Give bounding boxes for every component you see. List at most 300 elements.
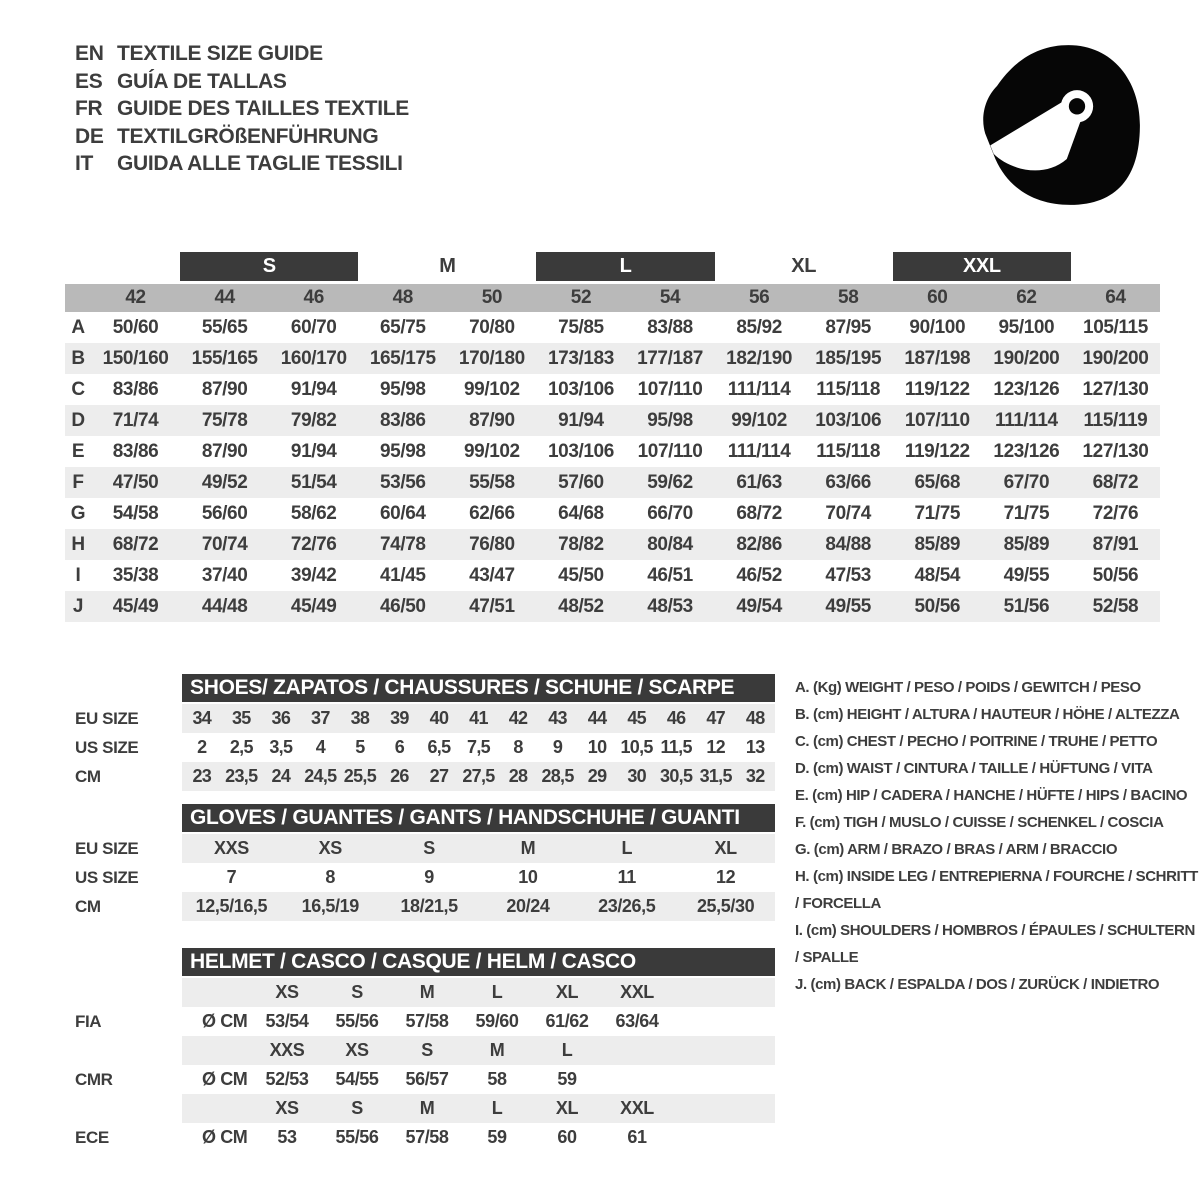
measure-value: 65/75 xyxy=(380,316,426,338)
measure-value: 83/86 xyxy=(112,440,159,462)
gloves-row-cm xyxy=(75,892,775,921)
shoes-rows xyxy=(75,704,775,791)
size-value: 40 xyxy=(429,708,449,728)
size-value: 29 xyxy=(587,766,607,786)
size-value: 48 xyxy=(745,708,765,728)
size-value: 24 xyxy=(271,766,291,786)
measure-row-e xyxy=(65,436,1160,467)
row-label: CM xyxy=(75,896,101,916)
measure-value: 155/165 xyxy=(191,347,258,369)
standard-label: CMR xyxy=(75,1069,113,1089)
measure-value: 95/98 xyxy=(647,409,693,431)
measure-value: 79/82 xyxy=(290,409,337,431)
helmet-size: L xyxy=(561,1040,573,1060)
measure-value: 56/60 xyxy=(201,502,248,524)
size-value: 13 xyxy=(745,737,765,757)
measure-value: 103/106 xyxy=(548,440,614,462)
size-value: 11,5 xyxy=(660,737,692,757)
size-header-spacer-end xyxy=(1071,252,1160,281)
row-label: US SIZE xyxy=(75,867,139,887)
gloves-section xyxy=(75,804,775,921)
size-value: 43 xyxy=(548,708,567,728)
size-value: 16,5/19 xyxy=(301,896,359,916)
row-letter: I xyxy=(75,564,81,586)
size-value: 25,5 xyxy=(343,766,376,786)
measure-value: 99/102 xyxy=(464,440,520,462)
helmet-value: 52/53 xyxy=(265,1069,309,1089)
size-value: 37 xyxy=(311,708,330,728)
apparel-size-table xyxy=(65,252,1160,622)
numeric-size: 64 xyxy=(1105,287,1126,308)
measure-row-a xyxy=(65,312,1160,343)
measure-value: 82/86 xyxy=(736,533,782,555)
measure-value: 91/94 xyxy=(558,409,604,431)
helmet-section xyxy=(75,948,775,1152)
size-value: 8 xyxy=(513,737,523,757)
measure-value: 62/66 xyxy=(469,502,515,524)
measure-value: 75/78 xyxy=(201,409,248,431)
helmet-sizes-row-cmr xyxy=(182,1036,775,1065)
measure-value: 60/64 xyxy=(380,502,426,524)
measure-value: 49/55 xyxy=(1003,564,1050,586)
helmet-size: XL xyxy=(555,982,579,1002)
page-title: GUIDE DES TAILLES TEXTILE xyxy=(117,97,409,120)
helmet-size: XXL xyxy=(620,982,654,1002)
size-value: 41 xyxy=(469,708,488,728)
measure-value: 51/54 xyxy=(290,471,337,493)
measure-value: 165/175 xyxy=(369,347,436,369)
helmet-value: 58 xyxy=(487,1069,507,1089)
lang-code: EN xyxy=(75,42,104,65)
row-letter: H xyxy=(71,533,85,555)
numeric-size: 44 xyxy=(214,287,235,308)
size-value: 6 xyxy=(394,737,405,757)
size-value: 35 xyxy=(231,708,251,728)
helmet-value: 60 xyxy=(557,1127,577,1147)
measure-row-j xyxy=(65,591,1160,622)
shoes-section-header: SHOES/ ZAPATOS / CHAUSSURES / SCHUHE / SCARPE xyxy=(182,674,775,702)
row-letter: B xyxy=(71,347,85,369)
size-value: 3,5 xyxy=(269,737,293,757)
helmet-sizes-row-ece xyxy=(182,1094,775,1123)
helmet-value: 53 xyxy=(277,1127,297,1147)
measure-value: 95/100 xyxy=(998,316,1055,338)
measure-value: 103/106 xyxy=(548,378,614,400)
measure-row-g xyxy=(65,498,1160,529)
size-value: 12 xyxy=(715,867,736,887)
helmet-size: XXS xyxy=(269,1040,305,1060)
measure-value: 123/126 xyxy=(993,378,1060,400)
measurement-legend xyxy=(795,674,1199,998)
size-value: 6,5 xyxy=(427,737,451,757)
size-value: 10 xyxy=(587,737,607,757)
measure-value: 185/195 xyxy=(815,347,882,369)
page-title: TEXTILE SIZE GUIDE xyxy=(117,42,323,65)
measure-value: 50/60 xyxy=(112,316,159,338)
size-value: XS xyxy=(318,838,342,858)
helmet-size: L xyxy=(491,1098,503,1118)
measure-value: 111/114 xyxy=(994,409,1058,431)
measure-value: 68/72 xyxy=(112,533,159,555)
numeric-size: 58 xyxy=(838,287,859,308)
measure-value: 75/85 xyxy=(558,316,604,338)
legend-item-c: C. (cm) CHEST / PECHO / POITRINE / TRUHE / PETTO xyxy=(795,733,1158,750)
row-label: US SIZE xyxy=(75,737,139,757)
shoes-row-eu-size xyxy=(75,704,775,733)
measure-value: 49/54 xyxy=(736,595,782,617)
size-value: 44 xyxy=(587,708,607,728)
legend-item-f: F. (cm) TIGH / MUSLO / CUISSE / SCHENKEL / COSCIA xyxy=(795,814,1164,831)
gloves-row-us-size xyxy=(75,863,775,892)
measure-value: 48/52 xyxy=(558,595,604,617)
measure-value: 70/74 xyxy=(825,502,871,524)
measure-value: 115/119 xyxy=(1083,409,1148,431)
measure-value: 115/118 xyxy=(816,378,881,400)
numeric-size: 62 xyxy=(1016,287,1037,308)
measure-row-h xyxy=(65,529,1160,560)
legend-item-e: E. (cm) HIP / CADERA / HANCHE / HÜFTE / HIPS / BACINO xyxy=(795,787,1188,804)
size-value: 4 xyxy=(315,737,326,757)
size-header-spacer xyxy=(65,252,180,281)
size-value: 2 xyxy=(197,737,207,757)
measure-value: 72/76 xyxy=(1092,502,1139,524)
helmet-value: 59/60 xyxy=(475,1011,519,1031)
size-value: 12 xyxy=(706,737,725,757)
legend-item-g: G. (cm) ARM / BRAZO / BRAS / ARM / BRACCIO xyxy=(795,841,1118,858)
measure-value: 170/180 xyxy=(458,347,525,369)
measure-value: 190/200 xyxy=(1082,347,1149,369)
measure-value: 65/68 xyxy=(914,471,961,493)
shoes-section xyxy=(75,674,775,791)
measure-value: 41/45 xyxy=(380,564,426,586)
measure-value: 87/95 xyxy=(825,316,871,338)
measure-value: 44/48 xyxy=(201,595,248,617)
helmet-size: XS xyxy=(345,1040,369,1060)
legend-item-d: D. (cm) WAIST / CINTURA / TAILLE / HÜFTUNG / VITA xyxy=(795,760,1153,777)
size-value: 27 xyxy=(429,766,449,786)
title-row-de xyxy=(75,123,409,151)
row-letter: D xyxy=(71,409,85,431)
page-title: GUÍA DE TALLAS xyxy=(117,69,287,93)
size-value: 32 xyxy=(745,766,765,786)
legend-item-i: I. (cm) SHOULDERS / HOMBROS / ÉPAULES / SCHULTERN / SPALLE xyxy=(795,922,1195,966)
size-value: 23/26,5 xyxy=(598,896,656,916)
measure-value: 37/40 xyxy=(201,564,248,586)
measure-value: 48/54 xyxy=(914,564,961,586)
measure-value: 53/56 xyxy=(380,471,426,493)
helmet-size: S xyxy=(421,1040,433,1060)
measure-value: 115/118 xyxy=(816,440,881,462)
helmet-values-row-fia xyxy=(75,1007,775,1036)
measure-value: 45/49 xyxy=(290,595,337,617)
measure-value: 48/53 xyxy=(647,595,693,617)
helmet-value: 57/58 xyxy=(405,1127,449,1147)
helmet-size: M xyxy=(419,982,435,1002)
helmet-value: 56/57 xyxy=(405,1069,449,1089)
diameter-unit: Ø CM xyxy=(202,1127,248,1147)
measure-row-d xyxy=(65,405,1160,436)
row-label: CM xyxy=(75,766,101,786)
measure-value: 47/50 xyxy=(112,471,159,493)
row-letter: E xyxy=(71,440,85,462)
measure-value: 177/187 xyxy=(637,347,703,369)
helmet-values-row-cmr xyxy=(75,1065,775,1094)
row-letter: F xyxy=(72,471,84,493)
numeric-size: 48 xyxy=(392,287,413,308)
helmet-size: S xyxy=(351,982,363,1002)
helmet-value: 61 xyxy=(627,1127,647,1147)
size-value: 38 xyxy=(350,708,370,728)
size-value: 30 xyxy=(627,766,646,786)
measure-value: 68/72 xyxy=(736,502,782,524)
measure-value: 111/114 xyxy=(727,440,791,462)
size-value: 20/24 xyxy=(506,896,550,916)
row-letter: G xyxy=(70,502,86,524)
size-group-m: M xyxy=(439,255,456,277)
measure-value: 50/56 xyxy=(1092,564,1139,586)
measure-value: 119/122 xyxy=(904,440,970,462)
row-letter: C xyxy=(71,378,85,400)
helmet-size: S xyxy=(351,1098,363,1118)
measure-value: 85/89 xyxy=(914,533,961,555)
measure-value: 87/91 xyxy=(1092,533,1139,555)
measure-value: 83/86 xyxy=(112,378,159,400)
size-value: 23 xyxy=(192,766,212,786)
measure-value: 45/49 xyxy=(112,595,159,617)
size-value: 31,5 xyxy=(699,766,732,786)
measure-value: 71/74 xyxy=(112,409,159,431)
size-value: 8 xyxy=(325,867,336,887)
size-value: 10,5 xyxy=(620,737,653,757)
measure-value: 105/115 xyxy=(1083,316,1148,338)
gloves-rows xyxy=(75,834,775,921)
measure-value: 190/200 xyxy=(993,347,1060,369)
title-block xyxy=(75,40,409,178)
lang-code: DE xyxy=(75,124,104,148)
measure-value: 54/58 xyxy=(112,502,159,524)
size-value: 30,5 xyxy=(660,766,693,786)
helmet-value: 59 xyxy=(557,1069,577,1089)
measure-value: 150/160 xyxy=(102,347,169,369)
size-value: 46 xyxy=(666,708,686,728)
measure-value: 119/122 xyxy=(904,378,970,400)
measure-value: 52/58 xyxy=(1092,595,1139,617)
size-value: 24,5 xyxy=(304,766,337,786)
measure-value: 95/98 xyxy=(380,378,426,400)
helmet-size: XS xyxy=(275,1098,299,1118)
measure-value: 84/88 xyxy=(825,533,871,555)
size-value: 36 xyxy=(271,708,291,728)
measure-value: 51/56 xyxy=(1003,595,1050,617)
size-group-xl: XL xyxy=(791,255,817,277)
helmet-rows xyxy=(75,978,775,1152)
diameter-unit: Ø CM xyxy=(202,1011,248,1031)
measure-value: 99/102 xyxy=(731,409,787,431)
helmet-value: 55/56 xyxy=(335,1011,379,1031)
measure-value: 76/80 xyxy=(469,533,515,555)
size-group-s: S xyxy=(180,252,358,281)
size-value: 9 xyxy=(424,867,434,887)
measure-value: 91/94 xyxy=(290,440,337,462)
measure-value: 95/98 xyxy=(380,440,426,462)
measure-row-b xyxy=(65,343,1160,374)
measure-value: 43/47 xyxy=(469,564,515,586)
measure-value: 68/72 xyxy=(1092,471,1139,493)
measure-value: 74/78 xyxy=(380,533,426,555)
measure-value: 87/90 xyxy=(201,378,248,400)
size-group-xxl: XXL xyxy=(893,252,1071,281)
size-value: 26 xyxy=(390,766,409,786)
size-value: 39 xyxy=(390,708,409,728)
numeric-size: 54 xyxy=(659,287,681,308)
helmet-size: XXL xyxy=(620,1098,654,1118)
title-row-fr xyxy=(75,95,409,123)
size-value: 45 xyxy=(627,708,646,728)
size-value: 34 xyxy=(192,708,212,728)
measure-value: 60/70 xyxy=(290,316,337,338)
lang-code: IT xyxy=(75,152,94,175)
measure-value: 35/38 xyxy=(112,564,159,586)
measure-value: 70/74 xyxy=(201,533,248,555)
helmet-section-header: HELMET / CASCO / CASQUE / HELM / CASCO xyxy=(182,948,775,976)
measure-value: 46/52 xyxy=(736,564,782,586)
size-value: 7,5 xyxy=(467,737,490,757)
measure-value: 103/106 xyxy=(815,409,882,431)
size-value: 5 xyxy=(355,737,365,757)
measure-value: 57/60 xyxy=(558,471,604,493)
measure-value: 83/86 xyxy=(380,409,426,431)
numeric-size: 42 xyxy=(125,287,146,308)
size-value: XL xyxy=(714,838,737,858)
measure-value: 63/66 xyxy=(825,471,871,493)
helmet-value: 54/55 xyxy=(335,1069,379,1089)
legend-item-j: J. (cm) BACK / ESPALDA / DOS / ZURÜCK / INDIETRO xyxy=(795,976,1160,993)
size-value: M xyxy=(520,838,536,858)
size-value: L xyxy=(621,838,633,858)
measure-value: 71/75 xyxy=(914,502,961,524)
measure-value: 71/75 xyxy=(1003,502,1050,524)
title-row-en xyxy=(75,40,409,68)
measure-value: 85/89 xyxy=(1003,533,1050,555)
size-group-row xyxy=(65,252,1160,281)
size-value: 11 xyxy=(617,867,636,887)
row-letter: A xyxy=(71,316,85,338)
measure-value: 173/183 xyxy=(548,347,614,369)
racing-helmet-icon xyxy=(975,38,1145,212)
measure-value: 47/53 xyxy=(825,564,871,586)
shoes-row-cm xyxy=(75,762,775,791)
size-value: XXS xyxy=(214,838,249,858)
measure-value: 61/63 xyxy=(736,471,782,493)
page-title: GUIDA ALLE TAGLIE TESSILI xyxy=(117,152,403,175)
legend-item-h: H. (cm) INSIDE LEG / ENTREPIERNA / FOURCHE / SCHRITT / FORCELLA xyxy=(795,868,1198,912)
measure-value: 107/110 xyxy=(637,440,703,462)
measure-row-i xyxy=(65,560,1160,591)
measure-value: 67/70 xyxy=(1003,471,1050,493)
measure-value: 127/130 xyxy=(1082,378,1149,400)
standard-label: ECE xyxy=(75,1127,109,1147)
helmet-value: 53/54 xyxy=(265,1011,309,1031)
size-value: 28 xyxy=(508,766,528,786)
measure-value: 187/198 xyxy=(904,347,971,369)
helmet-size: M xyxy=(419,1098,435,1118)
measure-value: 127/130 xyxy=(1082,440,1149,462)
measure-value: 70/80 xyxy=(469,316,515,338)
measure-value: 78/82 xyxy=(558,533,604,555)
size-value: 18/21,5 xyxy=(400,896,458,916)
size-value: 23,5 xyxy=(225,766,258,786)
diameter-unit: Ø CM xyxy=(202,1069,248,1089)
measure-value: 58/62 xyxy=(290,502,337,524)
row-label: EU SIZE xyxy=(75,708,139,728)
measure-row-c xyxy=(65,374,1160,405)
measure-value: 99/102 xyxy=(464,378,520,400)
helmet-values-row-ece xyxy=(75,1123,775,1152)
measure-value: 50/56 xyxy=(914,595,961,617)
measure-value: 39/42 xyxy=(290,564,337,586)
measure-value: 87/90 xyxy=(469,409,515,431)
measure-value: 107/110 xyxy=(637,378,703,400)
measure-value: 90/100 xyxy=(909,316,966,338)
legend-item-b: B. (cm) HEIGHT / ALTURA / HAUTEUR / HÖHE / ALTEZZA xyxy=(795,706,1180,723)
numeric-size: 52 xyxy=(570,287,592,308)
size-value: 42 xyxy=(508,708,528,728)
shoes-row-us-size xyxy=(75,733,775,762)
size-value: 2,5 xyxy=(229,737,253,757)
size-value: 7 xyxy=(226,867,237,887)
helmet-size: XL xyxy=(555,1098,579,1118)
helmet-value: 57/58 xyxy=(405,1011,449,1031)
size-value: 47 xyxy=(706,708,725,728)
measure-value: 83/88 xyxy=(647,316,693,338)
numeric-size: 56 xyxy=(748,287,770,308)
measure-value: 91/94 xyxy=(290,378,337,400)
row-letter: J xyxy=(72,595,84,617)
size-value: 9 xyxy=(552,737,563,757)
measure-value: 66/70 xyxy=(647,502,693,524)
measure-value: 107/110 xyxy=(904,409,970,431)
helmet-value: 55/56 xyxy=(335,1127,379,1147)
corner-spacer xyxy=(65,284,91,312)
measure-value: 59/62 xyxy=(647,471,693,493)
title-row-es xyxy=(75,68,409,96)
measure-value: 182/190 xyxy=(726,347,793,369)
title-row-it xyxy=(75,150,409,178)
page-title: TEXTILGRÖßENFÜHRUNG xyxy=(117,124,379,148)
helmet-sizes-row-fia xyxy=(182,978,775,1007)
helmet-value: 63/64 xyxy=(615,1011,659,1031)
helmet-value: 59 xyxy=(487,1127,507,1147)
measure-value: 47/51 xyxy=(469,595,515,617)
measure-value: 87/90 xyxy=(201,440,248,462)
measure-value: 46/51 xyxy=(647,564,693,586)
size-value: 10 xyxy=(518,867,538,887)
measure-value: 46/50 xyxy=(380,595,426,617)
measure-value: 64/68 xyxy=(558,502,604,524)
legend-item-a: A. (Kg) WEIGHT / PESO / POIDS / GEWITCH / PESO xyxy=(795,679,1141,696)
numeric-size: 46 xyxy=(303,287,324,308)
measure-value: 45/50 xyxy=(558,564,604,586)
size-value: 12,5/16,5 xyxy=(195,896,268,916)
size-value: 25,5/30 xyxy=(696,896,755,916)
helmet-value: 61/62 xyxy=(545,1011,589,1031)
numeric-size: 60 xyxy=(927,287,948,308)
measure-value: 123/126 xyxy=(993,440,1060,462)
helmet-size: XS xyxy=(275,982,299,1002)
measure-value: 49/55 xyxy=(825,595,871,617)
size-value: S xyxy=(423,838,435,858)
measure-value: 55/65 xyxy=(201,316,248,338)
